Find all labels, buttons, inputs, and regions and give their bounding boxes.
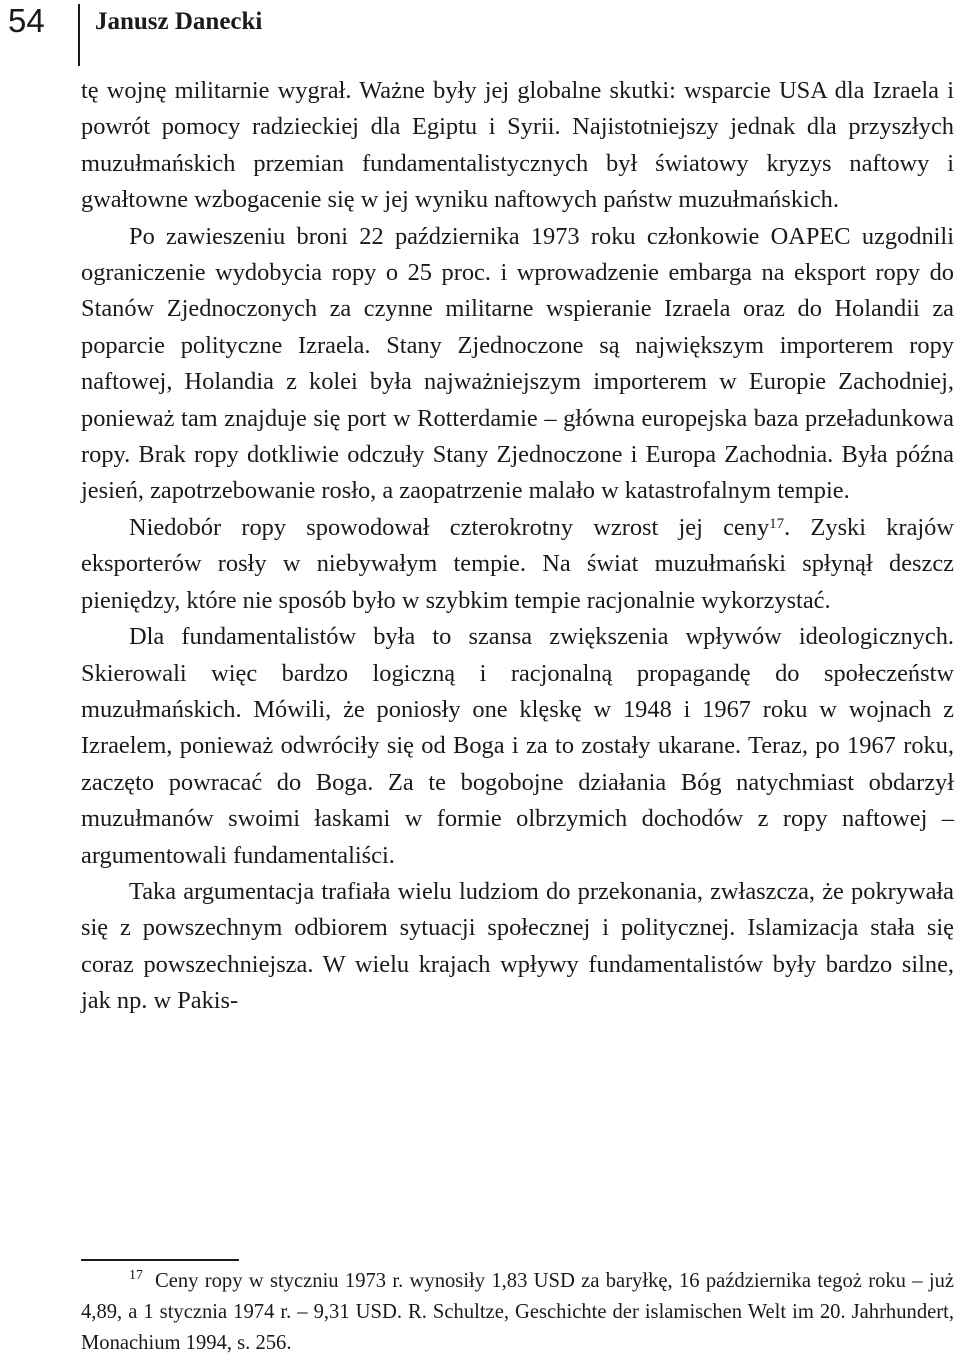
footnote-17 <box>81 1266 954 1359</box>
paragraph-5: Taka argumentacja trafiała wielu ludziom do przekonania, zwłaszcza, że pokrywała się z powszechnym odbiorem sytuacji społecznej i politycznej. Islamizacja stała się coraz powszechniejsza. W wielu krajach wpływy fundamentalistów były bardzo silne, jak np. w Pakis- <box>81 877 954 1015</box>
body-text <box>81 73 954 1020</box>
header-divider <box>78 4 80 66</box>
paragraph-2: Po zawieszeniu broni 22 października 1973 roku członkowie OAPEC uzgodnili ograniczenie wydobycia ropy o 25 proc. i wprowadzenie embarga na eksport ropy do Stanów Zjednoczonych za czynne militarne wspieranie Izraela oraz do Holandii za poparcie polityczne Izraela. Stany Zjednoczone są największym importerem ropy naftowej, Holandia z kolei była najważniejszym importerem w Europie Zachodniej, ponieważ tam znajduje się port w Rotterdamie – główna europejska baza przeładunkowa ropy. Brak ropy dotkliwie odczuły Stany Zjednoczone i Europa Zachodnia. Była późna jesień, zapotrzebowanie rosło, a zaopatrzenie malało w katastrofalnym tempie. <box>81 222 954 505</box>
footnote-reference-17[interactable]: 17 <box>769 515 785 532</box>
running-head-author: Janusz Danecki <box>95 8 263 35</box>
paragraph-4: Dla fundamentalistów była to szansa zwiększenia wpływów ideologicznych. Skierowali więc bardzo logiczną i racjonalną propagandę do społeczeństw muzułmańskich. Mówili, że poniosły one klęskę w 1948 i 1967 roku w wojnach z Izraelem, ponieważ odwróciły się od Boga i za to zostały ukarane. Teraz, po 1967 roku, zaczęto powracać do Boga. Za te bogobojne działania Bóg natychmiast obdarzył muzułmanów swoimi łaskami w formie olbrzymich dochodów z ropy naftowej – argumentowali fundamentaliści. <box>81 623 954 869</box>
footnote-mark: 17 <box>129 1268 143 1284</box>
paragraph-3-text-after: . Zyski krajów eksporterów rosły w niebywałym tempie. Na świat muzułmański spłynął deszcz pieniędzy, które nie sposób było w szybkim tempie racjonalnie wykorzystać. <box>81 513 954 614</box>
paragraph-3-text-before: Niedobór ropy spowodował czterokrotny wzrost jej ceny <box>129 513 770 541</box>
page-header <box>0 0 960 70</box>
footnote-separator <box>81 1259 239 1261</box>
footnote-text: Ceny ropy w styczniu 1973 r. wynosiły 1,83 USD za baryłkę, 16 października tegoż roku – już 4,89, a 1 stycznia 1974 r. – 9,31 USD. R. Schultze, Geschichte der islamischen Welt im 20. Jahrhundert, Monachium 1994, s. 256. <box>81 1270 954 1354</box>
paragraph-1: tę wojnę militarnie wygrał. Ważne były jej globalne skutki: wsparcie USA dla Izraela i powrót pomocy radzieckiej dla Egiptu i Syrii. Najistotniejszy jednak dla przyszłych muzułmańskich przemian fundamentalistycznych był światowy kryzys naftowy i gwałtowne wzbogacenie się w jej wyniku naftowych państw muzułmańskich. <box>81 77 954 214</box>
footnote-paragraph <box>81 1266 954 1359</box>
page-number: 54 <box>8 2 45 39</box>
paragraph-3 <box>81 510 954 619</box>
